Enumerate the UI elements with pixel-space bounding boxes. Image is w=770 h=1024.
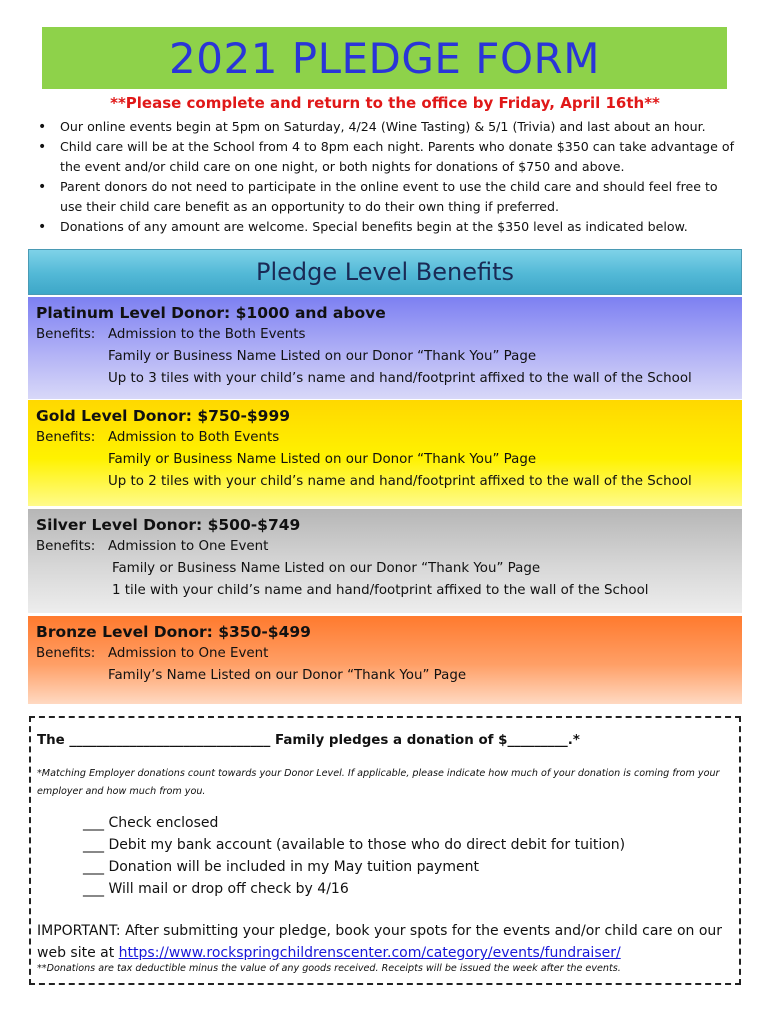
payment-option-debit[interactable]: ___ Debit my bank account (available to those who do direct debit for tuition) xyxy=(83,837,626,853)
title-banner xyxy=(42,27,727,89)
info-bullet: • Child care will be at the School from 4 to 8pm each night. Parents who donate $350 can take advantage of the event and/or child care on one night, or both nights for donations of $750 and above. xyxy=(38,137,738,177)
matching-employer-note: *Matching Employer donations count towards your Donor Level. If applicable, please indicate how much of your donation is coming from your employer and how much from you. xyxy=(37,768,720,797)
benefit-line: Admission to Both Events xyxy=(108,430,280,445)
level-name: Bronze Level Donor: $350-$499 xyxy=(36,623,311,641)
benefit-line: Family’s Name Listed on our Donor “Thank You” Page xyxy=(108,668,467,683)
benefit-line: Up to 2 tiles with your child’s name and hand/footprint affixed to the wall of the School xyxy=(108,474,692,489)
benefits-header-title: Pledge Level Benefits xyxy=(256,258,514,286)
info-bullet: • Donations of any amount are welcome. Special benefits begin at the $350 level as indicated below. xyxy=(38,217,738,237)
fundraiser-link[interactable]: https://www.rockspringchildrenscenter.com/category/events/fundraiser/ xyxy=(118,945,621,961)
benefit-line: Up to 3 tiles with your child’s name and hand/footprint affixed to the wall of the School xyxy=(108,371,692,386)
pledge-statement xyxy=(37,733,580,748)
info-bullet: • Our online events begin at 5pm on Saturday, 4/24 (Wine Tasting) & 5/1 (Trivia) and last about an hour. xyxy=(38,117,738,137)
pledge-prefix: The xyxy=(37,733,65,748)
benefits-header xyxy=(28,249,742,295)
info-bullet: • Parent donors do not need to participate in the online event to use the child care and should feel free to use their child care benefit as an opportunity to do their own thing if preferred. xyxy=(38,177,738,217)
benefits-label: Benefits: xyxy=(36,327,96,342)
event-info-list xyxy=(38,117,738,237)
payment-option-tuition[interactable]: ___ Donation will be included in my May tuition payment xyxy=(83,859,479,875)
benefit-line: Family or Business Name Listed on our Donor “Thank You” Page xyxy=(108,349,537,364)
benefit-line: Admission to One Event xyxy=(108,539,269,554)
payment-option-mail[interactable]: ___ Will mail or drop off check by 4/16 xyxy=(83,881,349,897)
level-name: Gold Level Donor: $750-$999 xyxy=(36,407,291,425)
level-name: Silver Level Donor: $500-$749 xyxy=(36,516,301,534)
platinum-level-section xyxy=(28,297,742,399)
important-note xyxy=(37,920,737,964)
benefits-label: Benefits: xyxy=(36,430,96,445)
important-text: IMPORTANT: After submitting your pledge, book your spots for the events and/or child care on our web site at xyxy=(37,923,723,961)
benefit-line: 1 tile with your child’s name and hand/footprint affixed to the wall of the School xyxy=(112,583,649,598)
benefit-line: Admission to One Event xyxy=(108,646,269,661)
tax-deductible-note: **Donations are tax deductible minus the value of any goods received. Receipts will be issued the week after the events. xyxy=(37,963,621,974)
pledge-middle: Family pledges a donation of $ xyxy=(274,733,508,748)
level-name: Platinum Level Donor: $1000 and above xyxy=(36,304,386,322)
silver-level-section xyxy=(28,509,742,613)
benefit-line: Family or Business Name Listed on our Donor “Thank You” Page xyxy=(112,561,541,576)
pledge-suffix: .* xyxy=(567,733,580,748)
benefits-label: Benefits: xyxy=(36,539,96,554)
benefit-line: Admission to the Both Events xyxy=(108,327,306,342)
family-name-field[interactable]: ______________________________ xyxy=(69,733,271,748)
payment-options xyxy=(83,812,625,900)
benefit-line: Family or Business Name Listed on our Donor “Thank You” Page xyxy=(108,452,537,467)
gold-level-section xyxy=(28,400,742,506)
deadline-notice: **Please complete and return to the office by Friday, April 16th** xyxy=(110,94,660,112)
donation-amount-field[interactable]: _________ xyxy=(507,733,568,748)
payment-option-check[interactable]: ___ Check enclosed xyxy=(83,815,219,831)
bronze-level-section xyxy=(28,616,742,704)
page-title: 2021 PLEDGE FORM xyxy=(169,33,600,83)
benefits-label: Benefits: xyxy=(36,646,96,661)
